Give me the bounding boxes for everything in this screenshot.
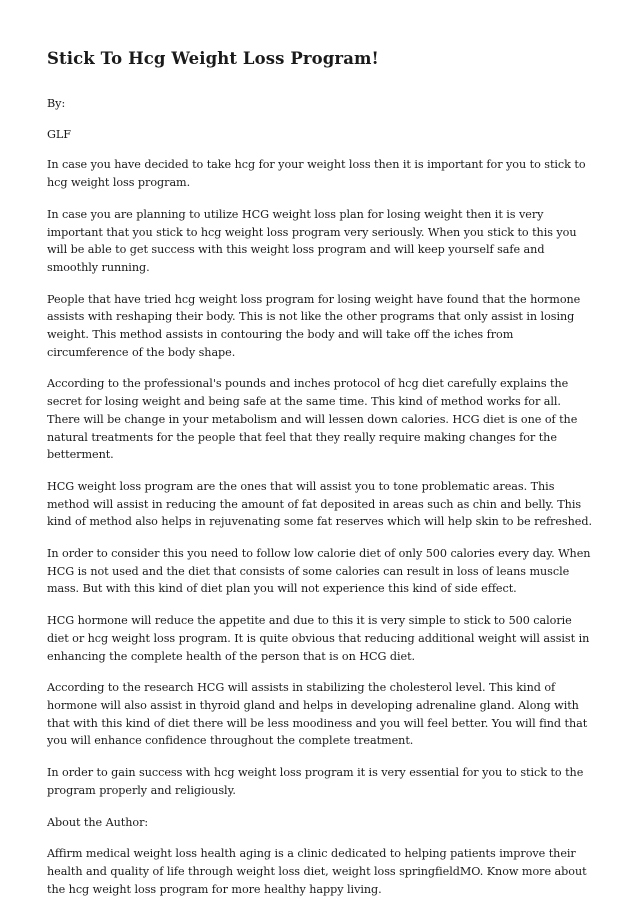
paragraph-protocol: According to the professional's pounds and inches protocol of hcg diet carefully explains the secret for losing weight and being safe at the same time. This kind of method works for all. There will be change in your metabolism and will lessen down calories. HCG diet is one of the natural treatments for the people that feel that they really require making changes for the betterment.: [47, 377, 578, 462]
about-author-heading: About the Author:: [47, 815, 149, 829]
paragraph-intro: In case you have decided to take hcg for your weight loss then it is important for you to stick to hcg weight loss program.: [47, 158, 586, 190]
document-title: Stick To Hcg Weight Loss Program!: [47, 49, 379, 68]
paragraph-reshaping: People that have tried hcg weight loss program for losing weight have found that the hormone assists with reshaping their body. This is not like the other programs that only assist in losing weight. This method assists in contouring the body and will take off the iches from circumference of the body shape.: [47, 292, 581, 359]
paragraph-author-bio: Affirm medical weight loss health aging is a clinic dedicated to helping patients improve their health and quality of life through weight loss diet, weight loss springfieldMO. Know more about the hcg weight loss program for more healthy happy living.: [47, 847, 587, 896]
paragraph-success: In order to gain success with hcg weight loss program it is very essential for you to stick to the program properly and religiously.: [47, 766, 584, 797]
paragraph-calorie-diet: In order to consider this you need to follow low calorie diet of only 500 calories every day. When HCG is not used and the diet that consists of some calories can result in loss of leans muscle mass. But with this kind of diet plan you will not experience this kind of side effect.: [47, 547, 591, 596]
paragraph-research: According to the research HCG will assists in stabilizing the cholesterol level. This kind of hormone will also assist in thyroid gland and helps in developing adrenaline gland. Along with that with this kind of diet there will be less moodiness and you will feel better. You will find that you will enhance confidence throughout the complete treatment.: [47, 681, 588, 748]
author-name: GLF: [47, 127, 71, 141]
paragraph-tone: HCG weight loss program are the ones that will assist you to tone problematic areas. This method will assist in reducing the amount of fat deposited in areas such as chin and belly. This kind of method also helps in rejuvenating some fat reserves which will help skin to be refreshed.: [47, 479, 592, 529]
by-label: By:: [47, 97, 66, 110]
document-page: [47, 48, 595, 912]
paragraph-appetite: HCG hormone will reduce the appetite and due to this it is very simple to stick to 500 calorie diet or hcg weight loss program. It is quite obvious that reducing additional weight will assist in enhancing the complete health of the person that is on HCG diet.: [47, 614, 590, 663]
paragraph-planning: In case you are planning to utilize HCG weight loss plan for losing weight then it is very important that you stick to hcg weight loss program very seriously. When you stick to this you will be able to get success with this weight loss program and will keep yourself safe and smoothly running.: [47, 207, 577, 274]
